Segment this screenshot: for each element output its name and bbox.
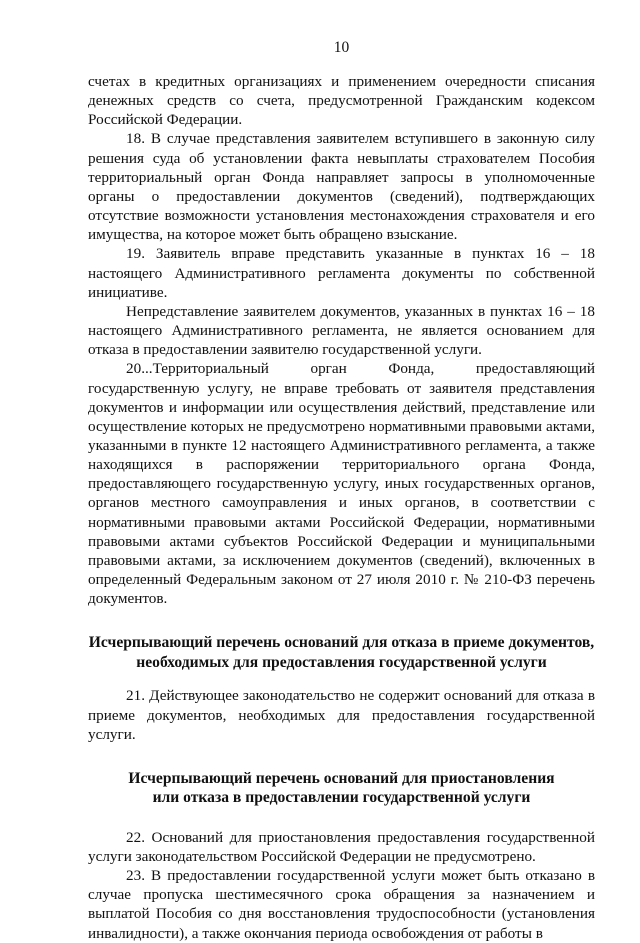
spacer [88, 744, 595, 769]
spacer [88, 672, 595, 686]
paragraph-continued: счетах в кредитных организациях и применением очередности списания денежных средств со счета, предусмотренной Гражданским кодексом Российской Федерации. [88, 73, 595, 129]
spacer [88, 808, 595, 828]
paragraph-21: 21. Действующее законодательство не содержит оснований для отказа в приеме документов, необходимых для предоставления государственной услуги. [88, 687, 595, 743]
heading-line: Исчерпывающий перечень оснований для отказа в приеме документов, [88, 634, 595, 652]
paragraph-20: 20...Территориальный орган Фонда, предоставляющий государственную услугу, не вправе требовать от заявителя представления документов и информации или осуществления действий, представление или осуществление которых не предусмотрено нормативными правовыми актами, указанными в пункте 12 настоящего Административного регламента, а также находящихся в распоряжении территориального органа Фонда, предоставляющего государственную услугу, иных государственных органов, органов местного самоуправления и иных органов, в соответствии с нормативными правовыми актами Российской Федерации, нормативными правовыми актами субъектов Российской Федерации и муниципальными правовыми актами, за исключением документов (сведений), включенных в определенный Федеральным законом от 27 июля 2010 г. № 210-ФЗ перечень документов. [88, 360, 595, 608]
heading-line: Исчерпывающий перечень оснований для приостановления [128, 769, 555, 787]
paragraph-23: 23. В предоставлении государственной услуги может быть отказано в случае пропуска шестимесячного срока обращения за назначением и выплатой Пособия со дня восстановления трудоспособности (установления инвалидности), а также окончания периода освобождения от работы в [88, 867, 595, 942]
paragraph-19: 19. Заявитель вправе представить указанные в пунктах 16 – 18 настоящего Административного регламента документы по собственной инициативе. [88, 245, 595, 301]
heading-line: или отказа в предоставлении государственной услуги [152, 789, 531, 807]
document-page [88, 38, 595, 943]
spacer [88, 608, 595, 633]
section-heading-refusal-documents [88, 633, 595, 672]
heading-line: необходимых для предоставления государственной услуги [136, 653, 547, 671]
paragraph-22: 22. Оснований для приостановления предоставления государственной услуги законодательством Российской Федерации не предусмотрено. [88, 828, 595, 865]
paragraph-18: 18. В случае представления заявителем вступившего в законную силу решения суда об установлении факта невыплаты страхователем Пособия территориальный орган Фонда направляет запросы в уполномоченные органы о предоставлении документов (сведений), подтверждающих отсутствие возможности установления местонахождения страхователя и его имущества, на которое может быть обращено взыскание. [88, 130, 595, 244]
section-heading-suspension [88, 769, 595, 808]
page-number: 10 [333, 39, 350, 56]
paragraph-19-continued: Непредставление заявителем документов, указанных в пунктах 16 – 18 настоящего Административного регламента, не является основанием для отказа в предоставлении заявителю государственной услуги. [88, 302, 595, 359]
